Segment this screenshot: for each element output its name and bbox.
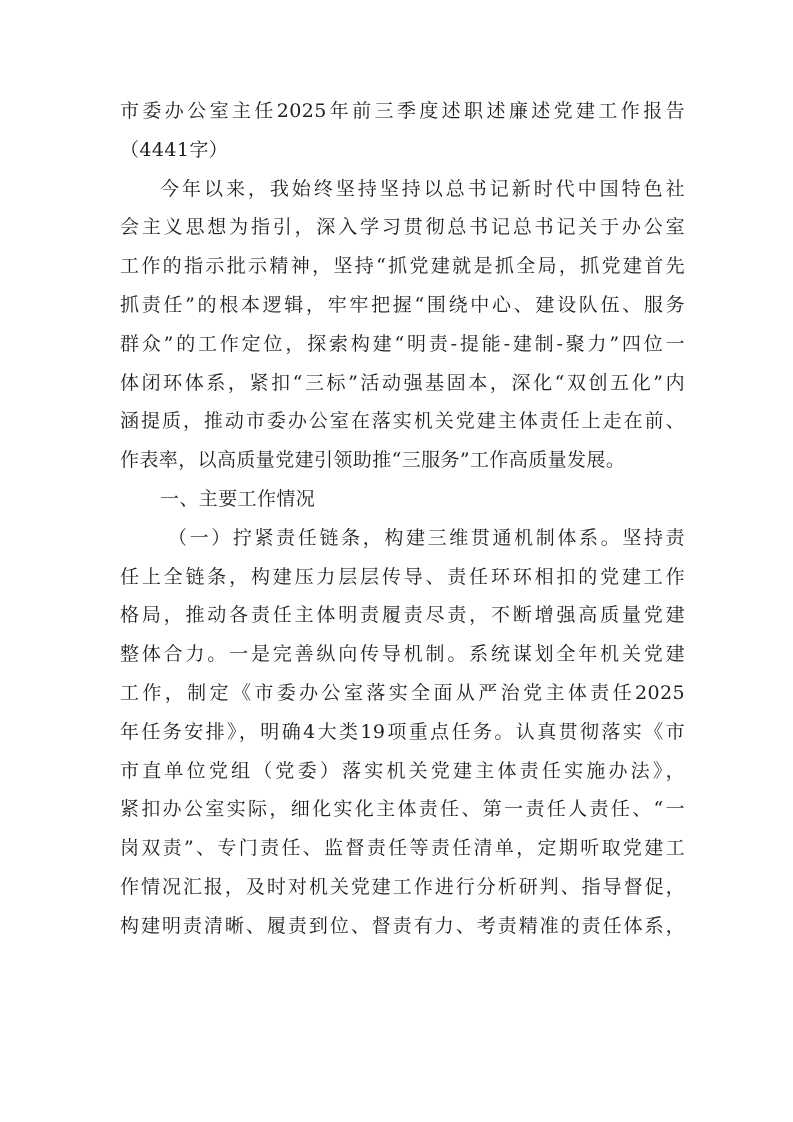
paragraph-line: 整体合力。一是完善纵向传导机制。系统谋划全年机关党建 [120, 643, 685, 666]
intro-paragraph [120, 170, 685, 480]
document-title-line-2: （4441字） [120, 138, 229, 161]
paragraph-line: 抓责任”的根本逻辑，牢牢把握“围绕中心、建设队伍、服务 [120, 293, 685, 316]
paragraph-line: （一）拧紧责任链条，构建三维贯通机制体系。坚持责 [168, 526, 685, 549]
section-1-1-paragraph [120, 519, 685, 946]
section-heading: 一、主要工作情况 [160, 487, 316, 510]
paragraph-line: 群众”的工作定位，探索构建“明责-提能-建制-聚力”四位一 [120, 332, 685, 355]
paragraph-line: 作情况汇报，及时对机关党建工作进行分析研判、指导督促， [120, 875, 685, 898]
paragraph-line: 岗双责”、专门责任、监督责任等责任清单，定期听取党建工 [120, 837, 685, 860]
paragraph-line: 任上全链条，构建压力层层传导、责任环环相扣的党建工作 [120, 565, 685, 588]
paragraph-line: 工作的指示批示精神，坚持“抓党建就是抓全局，抓党建首先 [120, 255, 685, 278]
paragraph-line: 年任务安排》，明确4大类19项重点任务。认真贯彻落实《市 [120, 720, 685, 743]
paragraph-line: 工作，制定《市委办公室落实全面从严治党主体责任2025 [120, 681, 685, 704]
paragraph-line: 格局，推动各责任主体明责履责尽责，不断增强高质量党建 [120, 604, 685, 627]
paragraph-line: 构建明责清晰、履责到位、督责有力、考责精准的责任体系， [120, 914, 685, 937]
document-body [120, 92, 685, 946]
paragraph-line: 会主义思想为指引，深入学习贯彻总书记总书记关于办公室 [120, 216, 685, 239]
document-title-line-1: 市委办公室主任2025年前三季度述职述廉述党建工作报告 [120, 100, 685, 122]
paragraph-line: 作表率，以高质量党建引领助推“三服务”工作高质量发展。 [120, 449, 626, 472]
paragraph-line: 涵提质，推动市委办公室在落实机关党建主体责任上走在前、 [120, 410, 685, 433]
paragraph-line: 市直单位党组（党委）落实机关党建主体责任实施办法》， [120, 759, 685, 782]
paragraph-line: 紧扣办公室实际，细化实化主体责任、第一责任人责任、“一 [120, 798, 685, 821]
paragraph-line: 今年以来，我始终坚持坚持以总书记新时代中国特色社 [160, 177, 685, 200]
paragraph-line: 体闭环体系，紧扣“三标”活动强基固本，深化“双创五化”内 [120, 371, 685, 394]
